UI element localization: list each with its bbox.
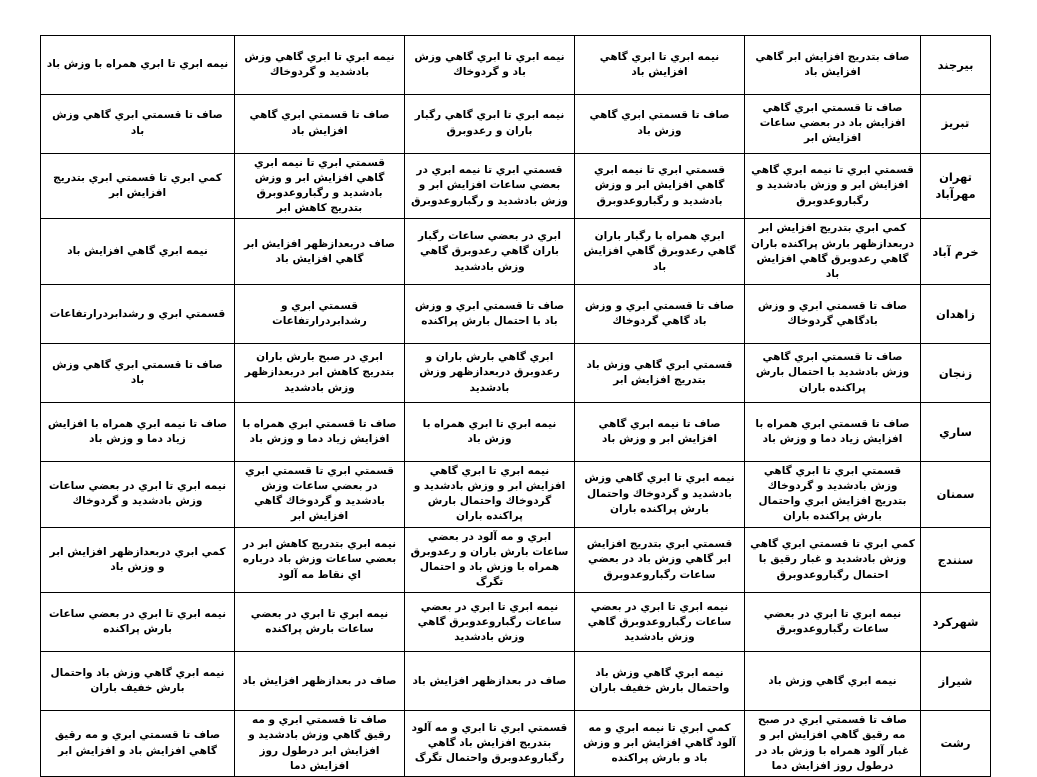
forecast-cell: صاف تا قسمتي ابري گاهي وزش بادشديد با احتمال بارش پراكنده باران bbox=[745, 344, 921, 403]
forecast-cell: صاف در بعدازظهر افزايش باد bbox=[235, 652, 405, 711]
forecast-cell: نيمه ابري تا ابري در بعضي ساعات رگباروعدوبرق bbox=[745, 593, 921, 652]
forecast-cell: قسمتي ابري تا ابري گاهي وزش بادشديد و گردوخاك بتدريج افزايش ابري واحتمال بارش پراكنده باران bbox=[745, 461, 921, 527]
forecast-cell: قسمتي ابري تا قسمتي ابري در بعضي ساعات وزش بادشديد و گردوخاك گاهي افزايش ابر bbox=[235, 461, 405, 527]
city-name: شهركرد bbox=[921, 593, 991, 652]
forecast-cell: قسمتي ابري و رشدابردرارتفاعات bbox=[235, 285, 405, 344]
forecast-cell: نيمه ابري گاهي وزش باد bbox=[745, 652, 921, 711]
table-row bbox=[41, 36, 991, 95]
forecast-cell: نيمه ابري تا ابري گاهي افزايش باد bbox=[575, 36, 745, 95]
forecast-table bbox=[40, 35, 991, 777]
table-row bbox=[41, 652, 991, 711]
city-name: خرم آباد bbox=[921, 219, 991, 285]
forecast-cell: نيمه ابري تا ابري گاهي وزش باد و گردوخاك bbox=[405, 36, 575, 95]
forecast-cell: قسمتي ابري تا نيمه ابري گاهي افزايش ابر و وزش بادشديد و رگباروعدوبرق bbox=[745, 153, 921, 219]
forecast-cell: قسمتي ابري تا نيمه ابري گاهي افزايش ابر و وزش بادشديد و رگباروعدوبرق bbox=[575, 153, 745, 219]
table-row bbox=[41, 344, 991, 403]
forecast-cell: نيمه ابري تا ابري در بعضي ساعات رگباروعدوبرق گاهي وزش بادشديد bbox=[575, 593, 745, 652]
city-name: سنندج bbox=[921, 527, 991, 593]
forecast-cell: قسمتي ابري تا نيمه ابري در بعضي ساعات افزايش ابر و وزش بادشديد و رگباروعدوبرق bbox=[405, 153, 575, 219]
forecast-cell: كمي ابري تا قسمتي ابري بتدريج افزايش ابر bbox=[41, 153, 235, 219]
forecast-cell: صاف تا قسمتي ابري و مه رقيق گاهي وزش بادشديد و افزايش ابر درطول روز افزايش دما bbox=[235, 711, 405, 777]
forecast-cell: كمي ابري دربعدازظهر افزايش ابر و وزش باد bbox=[41, 527, 235, 593]
forecast-cell: قسمتي ابري بتدريج افزايش ابر گاهي وزش باد در بعضي ساعات رگباروعدوبرق bbox=[575, 527, 745, 593]
forecast-cell: صاف تا قسمتي ابري و وزش باد گاهي گردوخاك bbox=[575, 285, 745, 344]
forecast-cell: صاف در بعدازظهر افزايش باد bbox=[405, 652, 575, 711]
table-row bbox=[41, 219, 991, 285]
forecast-cell: قسمتي ابري تا نيمه ابري گاهي افزايش ابر و وزش بادشديد و رگباروعدوبرق بتدريج كاهش ابر bbox=[235, 153, 405, 219]
forecast-cell: قسمتي ابري و رشدابردرارتفاعات bbox=[41, 285, 235, 344]
forecast-cell: صاف تا قسمتي ابري گاهي افزايش باد در بعضي ساعات افزايش ابر bbox=[745, 94, 921, 153]
forecast-cell: ابري در بعضي ساعات رگبار باران گاهي رعدوبرق گاهي وزش بادشديد bbox=[405, 219, 575, 285]
forecast-cell: نيمه ابري تا ابري در بعضي ساعات وزش بادشديد و گردوخاك bbox=[41, 461, 235, 527]
table-row bbox=[41, 285, 991, 344]
forecast-cell: نيمه ابري گاهي وزش باد واحتمال بارش خفيف باران bbox=[41, 652, 235, 711]
city-name: زاهدان bbox=[921, 285, 991, 344]
forecast-cell: كمي ابري تا قسمتي ابري گاهي وزش بادشديد و غبار رقيق با احتمال رگباروعدوبرق bbox=[745, 527, 921, 593]
forecast-cell: صاف تا قسمتي ابري همراه با افزايش زياد دما و وزش باد bbox=[745, 402, 921, 461]
city-name: زنجان bbox=[921, 344, 991, 403]
forecast-cell: نيمه ابري تا ابري گاهي وزش بادشديد و گردوخاك bbox=[235, 36, 405, 95]
forecast-cell: قسمتي ابري گاهي وزش باد بتدريج افزايش ابر bbox=[575, 344, 745, 403]
forecast-cell: نيمه ابري تا ابري همراه با وزش باد bbox=[405, 402, 575, 461]
forecast-cell: ابري و مه آلود در بعضي ساعات بارش باران و رعدوبرق همراه با وزش باد و احتمال تگرگ bbox=[405, 527, 575, 593]
table-row bbox=[41, 461, 991, 527]
city-name: رشت bbox=[921, 711, 991, 777]
table-row bbox=[41, 711, 991, 777]
forecast-cell: نيمه ابري تا ابري در بعضي ساعات بارش پراكنده bbox=[41, 593, 235, 652]
forecast-cell: صاف تا نيمه ابري گاهي افزايش ابر و وزش باد bbox=[575, 402, 745, 461]
city-name: ساري bbox=[921, 402, 991, 461]
forecast-cell: ابري در صبح بارش باران بتدريج كاهش ابر دربعدازظهر وزش بادشديد bbox=[235, 344, 405, 403]
forecast-cell: صاف تا قسمتي ابري و وزش باد با احتمال بارش پراكنده bbox=[405, 285, 575, 344]
table-row bbox=[41, 94, 991, 153]
table-row bbox=[41, 593, 991, 652]
forecast-cell: نيمه ابري گاهي وزش باد واحتمال بارش خفيف باران bbox=[575, 652, 745, 711]
city-name: سمنان bbox=[921, 461, 991, 527]
forecast-cell: نيمه ابري تا ابري گاهي افزايش ابر و وزش بادشديد و گردوخاك واحتمال بارش پراكنده باران bbox=[405, 461, 575, 527]
table-row bbox=[41, 527, 991, 593]
forecast-cell: ابري گاهي بارش باران و رعدوبرق دربعدازظهر وزش بادشديد bbox=[405, 344, 575, 403]
forecast-cell: صاف تا قسمتي ابري در صبح مه رقيق گاهي افزايش ابر و غبار آلود همراه با وزش باد در درطول روز افزايش دما bbox=[745, 711, 921, 777]
forecast-cell: صاف تا نيمه ابري همراه با افزايش زياد دما و وزش باد bbox=[41, 402, 235, 461]
forecast-cell: كمي ابري تا نيمه ابري و مه آلود گاهي افزايش ابر و وزش باد و بارش پراكنده bbox=[575, 711, 745, 777]
city-name: شيراز bbox=[921, 652, 991, 711]
forecast-cell: صاف تا قسمتي ابري گاهي وزش باد bbox=[41, 344, 235, 403]
city-name: تبريز bbox=[921, 94, 991, 153]
forecast-cell: نيمه ابري بتدريج كاهش ابر در بعضي ساعات وزش باد درباره اي نقاط مه آلود bbox=[235, 527, 405, 593]
forecast-cell: نيمه ابري تا ابري همراه با وزش باد bbox=[41, 36, 235, 95]
table-row bbox=[41, 153, 991, 219]
forecast-cell: صاف دربعدازظهر افزايش ابر گاهي افزايش باد bbox=[235, 219, 405, 285]
forecast-cell: صاف تا قسمتي ابري گاهي وزش باد bbox=[575, 94, 745, 153]
city-name: بيرجند bbox=[921, 36, 991, 95]
forecast-cell: نيمه ابري تا ابري گاهي رگبار باران و رعدوبرق bbox=[405, 94, 575, 153]
forecast-cell: صاف بتدريج افزايش ابر گاهي افزايش باد bbox=[745, 36, 921, 95]
forecast-cell: صاف تا قسمتي ابري گاهي افزايش باد bbox=[235, 94, 405, 153]
forecast-cell: صاف تا قسمتي ابري و وزش بادگاهي گردوخاك bbox=[745, 285, 921, 344]
city-name: تهران مهرآباد bbox=[921, 153, 991, 219]
forecast-cell: نيمه ابري تا ابري در بعضي ساعات رگباروعدوبرق گاهي وزش بادشديد bbox=[405, 593, 575, 652]
forecast-cell: صاف تا قسمتي ابري و مه رقيق گاهي افزايش باد و افزايش ابر bbox=[41, 711, 235, 777]
forecast-cell: ابري همراه با رگبار باران گاهي رعدوبرق گاهي افزايش باد bbox=[575, 219, 745, 285]
forecast-cell: كمي ابري بتدريج افزايش ابر دربعدازظهر بارش پراكنده باران گاهي رعدوبرق گاهي افزايش باد bbox=[745, 219, 921, 285]
forecast-cell: نيمه ابري تا ابري در بعضي ساعات بارش پراكنده bbox=[235, 593, 405, 652]
forecast-cell: نيمه ابري تا ابري گاهي وزش بادشديد و گردوخاك واحتمال بارش پراكنده باران bbox=[575, 461, 745, 527]
forecast-cell: صاف تا قسمتي ابري گاهي وزش باد bbox=[41, 94, 235, 153]
forecast-cell: قسمتي ابري تا ابري و مه آلود بتدريج افزايش باد گاهي رگباروعدوبرق واحتمال تگرگ bbox=[405, 711, 575, 777]
table-row bbox=[41, 402, 991, 461]
forecast-cell: نيمه ابري گاهي افزايش باد bbox=[41, 219, 235, 285]
forecast-cell: صاف تا قسمتي ابري همراه با افزايش زياد دما و وزش باد bbox=[235, 402, 405, 461]
forecast-table-body bbox=[41, 36, 991, 777]
